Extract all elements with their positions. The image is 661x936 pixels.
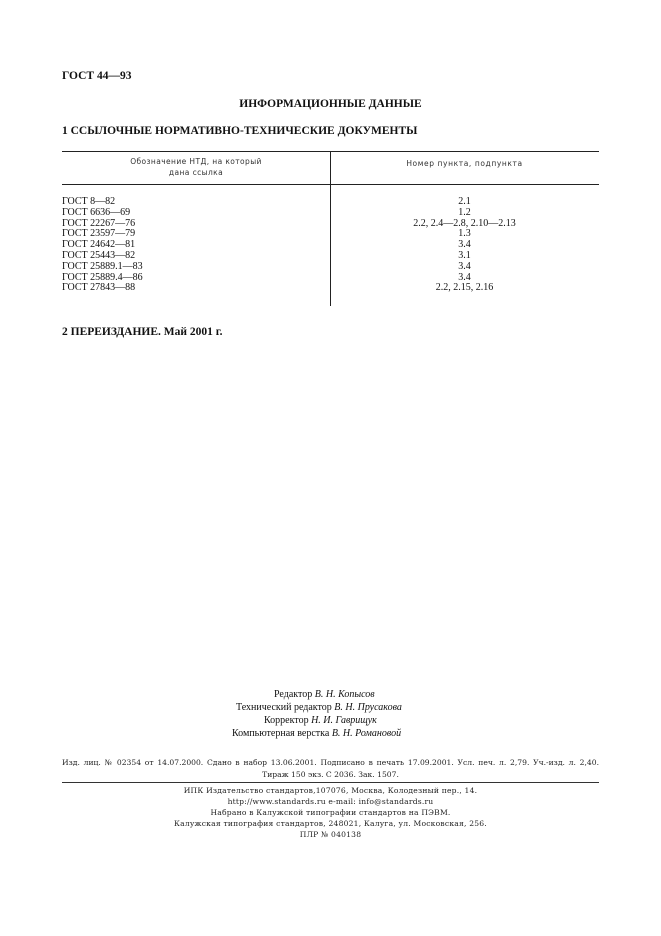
table-cell-clause: 3.1 [458,249,471,261]
table-row [62,240,599,251]
staff-role: Технический редактор [236,702,332,713]
table-cell-document: ГОСТ 6636—69 [62,206,131,218]
table-cell-document: ГОСТ 25889.1—83 [62,260,143,272]
table-header-document [62,156,330,178]
table-cell-clause: 3.4 [458,260,471,272]
table-cell-document: ГОСТ 27843—88 [62,282,136,294]
table-row [62,197,599,208]
publisher-line3: Набрано в Калужской типографии стандартов на ПЭВМ. [210,808,451,817]
staff-role: Корректор [264,715,309,726]
table-cell-clause: 3.4 [458,239,471,251]
table-row [62,229,599,240]
staff-role: Компьютерная верстка [232,728,330,739]
table-cell-clause: 2.2, 2.15, 2.16 [435,282,494,294]
publisher-line1: ИПК Издательство стандартов,107076, Москва, Колодезный пер., 14. [183,786,478,795]
staff-line [232,714,452,727]
editorial-staff [232,688,452,740]
table-cell-document: ГОСТ 22267—76 [62,217,136,229]
table-row [62,262,599,273]
table-row [62,273,599,284]
staff-name: В. Н. Прусакова [334,702,402,713]
staff-name: Н. И. Гаврищук [311,715,377,726]
table-cell-clause: 2.1 [458,196,471,207]
document-code: ГОСТ 44—93 [62,70,132,82]
section2-reissue: 2 ПЕРЕИЗДАНИЕ. Май 2001 г. [62,326,223,338]
publisher-line2: http://www.standards.ru e-mail: info@standards.ru [227,797,434,806]
table-cell-document: ГОСТ 8—82 [62,196,116,207]
table-row [62,219,599,230]
imprint-rule [62,782,599,783]
staff-name: В. Н. Копысов [314,689,375,700]
table-body [62,197,599,294]
references-table [62,151,599,306]
imprint-line1: Изд. лиц. № 02354 от 14.07.2000. Сдано в набор 13.06.2001. Подписано в печать 17.09.2001. Усл. печ. л. 2,79. Уч.-изд. л. 2,40. [62,758,599,767]
page-title: ИНФОРМАЦИОННЫЕ ДАННЫЕ [239,98,422,110]
table-cell-document: ГОСТ 25443—82 [62,249,136,261]
table-cell-clause: 1.3 [458,228,471,240]
section1-heading: 1 ССЫЛОЧНЫЕ НОРМАТИВНО-ТЕХНИЧЕСКИЕ ДОКУМЕНТЫ [62,125,418,137]
staff-role: Редактор [274,689,313,700]
table-cell-document: ГОСТ 25889.4—86 [62,271,143,283]
publisher-line4: Калужская типография стандартов, 248021, Калуга, ул. Московская, 256. [174,819,487,828]
table-cell-clause: 2.2, 2.4—2.8, 2.10—2.13 [413,217,516,229]
table-row [62,283,599,294]
table-cell-clause: 1.2 [458,206,471,218]
staff-name: В. Н. Романовой [331,728,402,739]
table-cell-clause: 3.4 [458,271,471,283]
table-cell-document: ГОСТ 24642—81 [62,239,136,251]
publisher-line5: ПЛР № 040138 [299,830,362,839]
header-document-line1: Обозначение НТД, на который [130,157,262,166]
publisher-block [62,785,599,840]
table-row [62,208,599,219]
staff-line [232,701,452,714]
imprint-line2: Тираж 150 экз. С 2036. Зак. 1507. [262,770,399,779]
header-document-line2: дана ссылка [168,168,224,177]
table-cell-document: ГОСТ 23597—79 [62,228,136,240]
staff-line [232,688,452,701]
staff-line [232,727,452,740]
imprint-block [62,757,599,781]
table-header-clause: Номер пункта, подпункта [406,159,523,168]
